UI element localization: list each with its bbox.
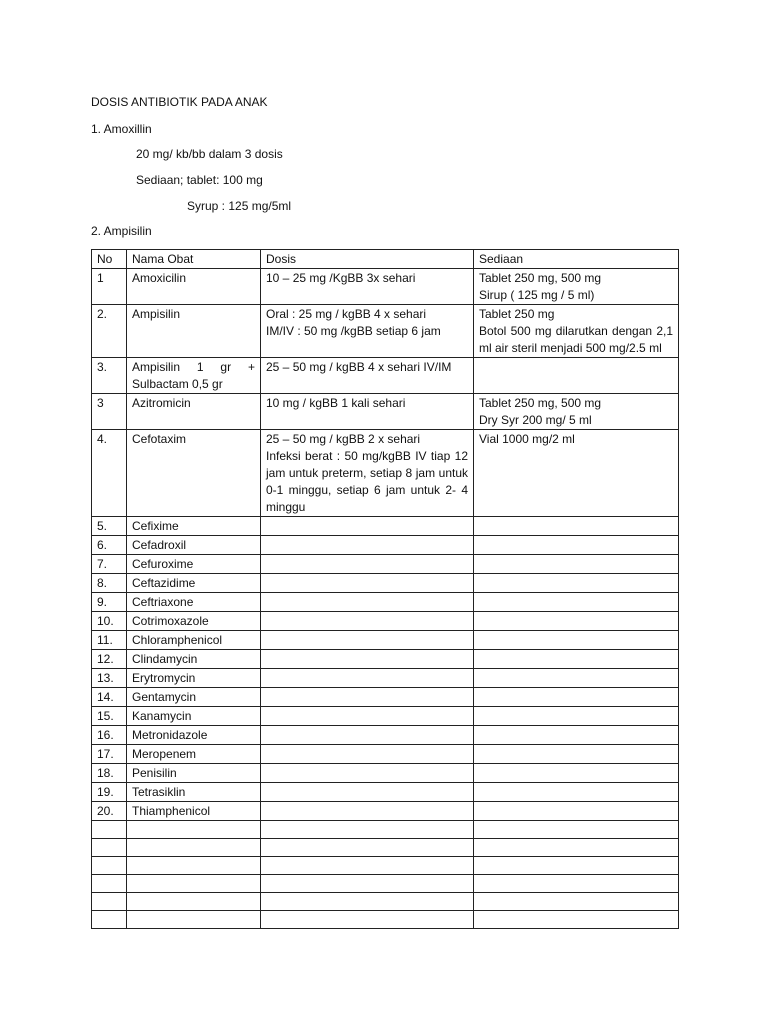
cell-dosis bbox=[261, 802, 474, 821]
cell-sediaan bbox=[474, 574, 679, 593]
cell-nama: Cefotaxim bbox=[127, 430, 261, 517]
cell-no: 5. bbox=[92, 517, 127, 536]
table-row bbox=[92, 802, 679, 821]
table-row bbox=[92, 358, 679, 394]
cell-no: 3 bbox=[92, 394, 127, 430]
table-row bbox=[92, 536, 679, 555]
cell-dosis bbox=[261, 688, 474, 707]
cell-dosis bbox=[261, 555, 474, 574]
empty-cell bbox=[127, 857, 261, 875]
cell-nama: Penisilin bbox=[127, 764, 261, 783]
empty-cell bbox=[127, 875, 261, 893]
cell-sediaan bbox=[474, 517, 679, 536]
cell-nama: Ampisilin 1 gr + Sulbactam 0,5 gr bbox=[127, 358, 261, 394]
empty-cell bbox=[474, 911, 679, 929]
cell-dosis bbox=[261, 593, 474, 612]
cell-nama: Ampisilin bbox=[127, 305, 261, 358]
empty-cell bbox=[261, 821, 474, 839]
cell-no: 4. bbox=[92, 430, 127, 517]
cell-dosis bbox=[261, 783, 474, 802]
cell-no: 16. bbox=[92, 726, 127, 745]
cell-dosis bbox=[261, 669, 474, 688]
table-row bbox=[92, 783, 679, 802]
table-row bbox=[92, 430, 679, 517]
cell-no: 9. bbox=[92, 593, 127, 612]
table-row bbox=[92, 517, 679, 536]
table-row bbox=[92, 688, 679, 707]
empty-table-row bbox=[92, 857, 679, 875]
header-nama-obat: Nama Obat bbox=[127, 250, 261, 269]
cell-dosis bbox=[261, 650, 474, 669]
empty-cell bbox=[261, 875, 474, 893]
cell-dosis bbox=[261, 726, 474, 745]
empty-cell bbox=[474, 857, 679, 875]
cell-sediaan bbox=[474, 536, 679, 555]
cell-sediaan: Tablet 250 mg, 500 mg Dry Syr 200 mg/ 5 ml bbox=[474, 394, 679, 430]
cell-sediaan bbox=[474, 764, 679, 783]
cell-no: 20. bbox=[92, 802, 127, 821]
cell-dosis: 25 – 50 mg / kgBB 4 x sehari IV/IM bbox=[261, 358, 474, 394]
cell-nama: Ceftriaxone bbox=[127, 593, 261, 612]
cell-dosis bbox=[261, 631, 474, 650]
table-row bbox=[92, 305, 679, 358]
cell-dosis bbox=[261, 707, 474, 726]
cell-nama: Cotrimoxazole bbox=[127, 612, 261, 631]
table-row bbox=[92, 745, 679, 764]
table-row bbox=[92, 612, 679, 631]
cell-dosis bbox=[261, 517, 474, 536]
table-row bbox=[92, 726, 679, 745]
cell-nama: Tetrasiklin bbox=[127, 783, 261, 802]
cell-sediaan bbox=[474, 802, 679, 821]
cell-sediaan: Tablet 250 mg Botol 500 mg dilarutkan dengan 2,1 ml air steril menjadi 500 mg/2.5 ml bbox=[474, 305, 679, 358]
cell-nama: Cefadroxil bbox=[127, 536, 261, 555]
empty-cell bbox=[261, 839, 474, 857]
cell-no: 7. bbox=[92, 555, 127, 574]
cell-no: 3. bbox=[92, 358, 127, 394]
cell-dosis: 25 – 50 mg / kgBB 2 x sehari Infeksi berat : 50 mg/kgBB IV tiap 12 jam untuk preterm, setiap 8 jam untuk 0-1 minggu, setiap 6 jam untuk 2- 4 minggu bbox=[261, 430, 474, 517]
cell-nama: Meropenem bbox=[127, 745, 261, 764]
table-row bbox=[92, 650, 679, 669]
cell-no: 6. bbox=[92, 536, 127, 555]
empty-cell bbox=[474, 893, 679, 911]
cell-sediaan bbox=[474, 707, 679, 726]
empty-table-row bbox=[92, 911, 679, 929]
cell-no: 15. bbox=[92, 707, 127, 726]
header-sediaan: Sediaan bbox=[474, 250, 679, 269]
empty-cell bbox=[92, 857, 127, 875]
amoxillin-sediaan-text: Sediaan; tablet: 100 mg bbox=[136, 173, 263, 187]
cell-nama: Ceftazidime bbox=[127, 574, 261, 593]
cell-sediaan bbox=[474, 783, 679, 802]
cell-sediaan: Tablet 250 mg, 500 mg Sirup ( 125 mg / 5 ml) bbox=[474, 269, 679, 305]
document-title: DOSIS ANTIBIOTIK PADA ANAK bbox=[91, 95, 268, 109]
empty-table-row bbox=[92, 821, 679, 839]
table-row bbox=[92, 269, 679, 305]
cell-nama: Metronidazole bbox=[127, 726, 261, 745]
cell-sediaan bbox=[474, 555, 679, 574]
cell-nama: Azitromicin bbox=[127, 394, 261, 430]
empty-cell bbox=[474, 839, 679, 857]
cell-dosis bbox=[261, 745, 474, 764]
cell-nama: Cefixime bbox=[127, 517, 261, 536]
cell-no: 10. bbox=[92, 612, 127, 631]
table-row bbox=[92, 764, 679, 783]
cell-sediaan bbox=[474, 688, 679, 707]
table-row bbox=[92, 394, 679, 430]
cell-dosis bbox=[261, 612, 474, 631]
empty-table-row bbox=[92, 893, 679, 911]
empty-cell bbox=[127, 893, 261, 911]
cell-sediaan bbox=[474, 631, 679, 650]
cell-nama: Thiamphenicol bbox=[127, 802, 261, 821]
empty-cell bbox=[127, 911, 261, 929]
amoxillin-dose-text: 20 mg/ kb/bb dalam 3 dosis bbox=[136, 147, 283, 161]
cell-nama: Gentamycin bbox=[127, 688, 261, 707]
table-header-row bbox=[92, 250, 679, 269]
cell-no: 17. bbox=[92, 745, 127, 764]
cell-sediaan: Vial 1000 mg/2 ml bbox=[474, 430, 679, 517]
empty-cell bbox=[261, 893, 474, 911]
empty-cell bbox=[261, 911, 474, 929]
empty-cell bbox=[261, 857, 474, 875]
table-row bbox=[92, 707, 679, 726]
table-row bbox=[92, 669, 679, 688]
header-no: No bbox=[92, 250, 127, 269]
empty-cell bbox=[92, 875, 127, 893]
cell-sediaan bbox=[474, 650, 679, 669]
amoxillin-syrup-text: Syrup : 125 mg/5ml bbox=[187, 199, 292, 213]
cell-nama: Cefuroxime bbox=[127, 555, 261, 574]
empty-cell bbox=[474, 875, 679, 893]
cell-nama: Amoxicilin bbox=[127, 269, 261, 305]
table-row bbox=[92, 555, 679, 574]
cell-sediaan bbox=[474, 726, 679, 745]
section-heading-ampisilin: 2. Ampisilin bbox=[91, 224, 152, 238]
section-heading-amoxillin: 1. Amoxillin bbox=[91, 122, 152, 136]
cell-sediaan bbox=[474, 669, 679, 688]
empty-cell bbox=[127, 839, 261, 857]
cell-no: 14. bbox=[92, 688, 127, 707]
cell-nama: Kanamycin bbox=[127, 707, 261, 726]
table-row bbox=[92, 574, 679, 593]
empty-cell bbox=[92, 911, 127, 929]
cell-no: 2. bbox=[92, 305, 127, 358]
empty-cell bbox=[92, 893, 127, 911]
cell-sediaan bbox=[474, 745, 679, 764]
cell-no: 8. bbox=[92, 574, 127, 593]
empty-cell bbox=[127, 821, 261, 839]
header-dosis: Dosis bbox=[261, 250, 474, 269]
cell-no: 12. bbox=[92, 650, 127, 669]
empty-cell bbox=[92, 821, 127, 839]
cell-sediaan bbox=[474, 358, 679, 394]
empty-cell bbox=[474, 821, 679, 839]
empty-table-row bbox=[92, 875, 679, 893]
cell-no: 13. bbox=[92, 669, 127, 688]
cell-nama: Erytromycin bbox=[127, 669, 261, 688]
cell-sediaan bbox=[474, 612, 679, 631]
cell-no: 19. bbox=[92, 783, 127, 802]
cell-nama: Clindamycin bbox=[127, 650, 261, 669]
cell-no: 11. bbox=[92, 631, 127, 650]
table-row bbox=[92, 631, 679, 650]
cell-no: 18. bbox=[92, 764, 127, 783]
table-row bbox=[92, 593, 679, 612]
cell-sediaan bbox=[474, 593, 679, 612]
cell-dosis: 10 mg / kgBB 1 kali sehari bbox=[261, 394, 474, 430]
cell-dosis: 10 – 25 mg /KgBB 3x sehari bbox=[261, 269, 474, 305]
empty-cell bbox=[92, 839, 127, 857]
table-body bbox=[92, 269, 679, 929]
cell-no: 1 bbox=[92, 269, 127, 305]
cell-dosis bbox=[261, 536, 474, 555]
cell-dosis bbox=[261, 764, 474, 783]
empty-table-row bbox=[92, 839, 679, 857]
cell-nama: Chloramphenicol bbox=[127, 631, 261, 650]
antibiotic-dose-table bbox=[91, 249, 679, 929]
cell-dosis: Oral : 25 mg / kgBB 4 x sehari IM/IV : 50 mg /kgBB setiap 6 jam bbox=[261, 305, 474, 358]
cell-dosis bbox=[261, 574, 474, 593]
